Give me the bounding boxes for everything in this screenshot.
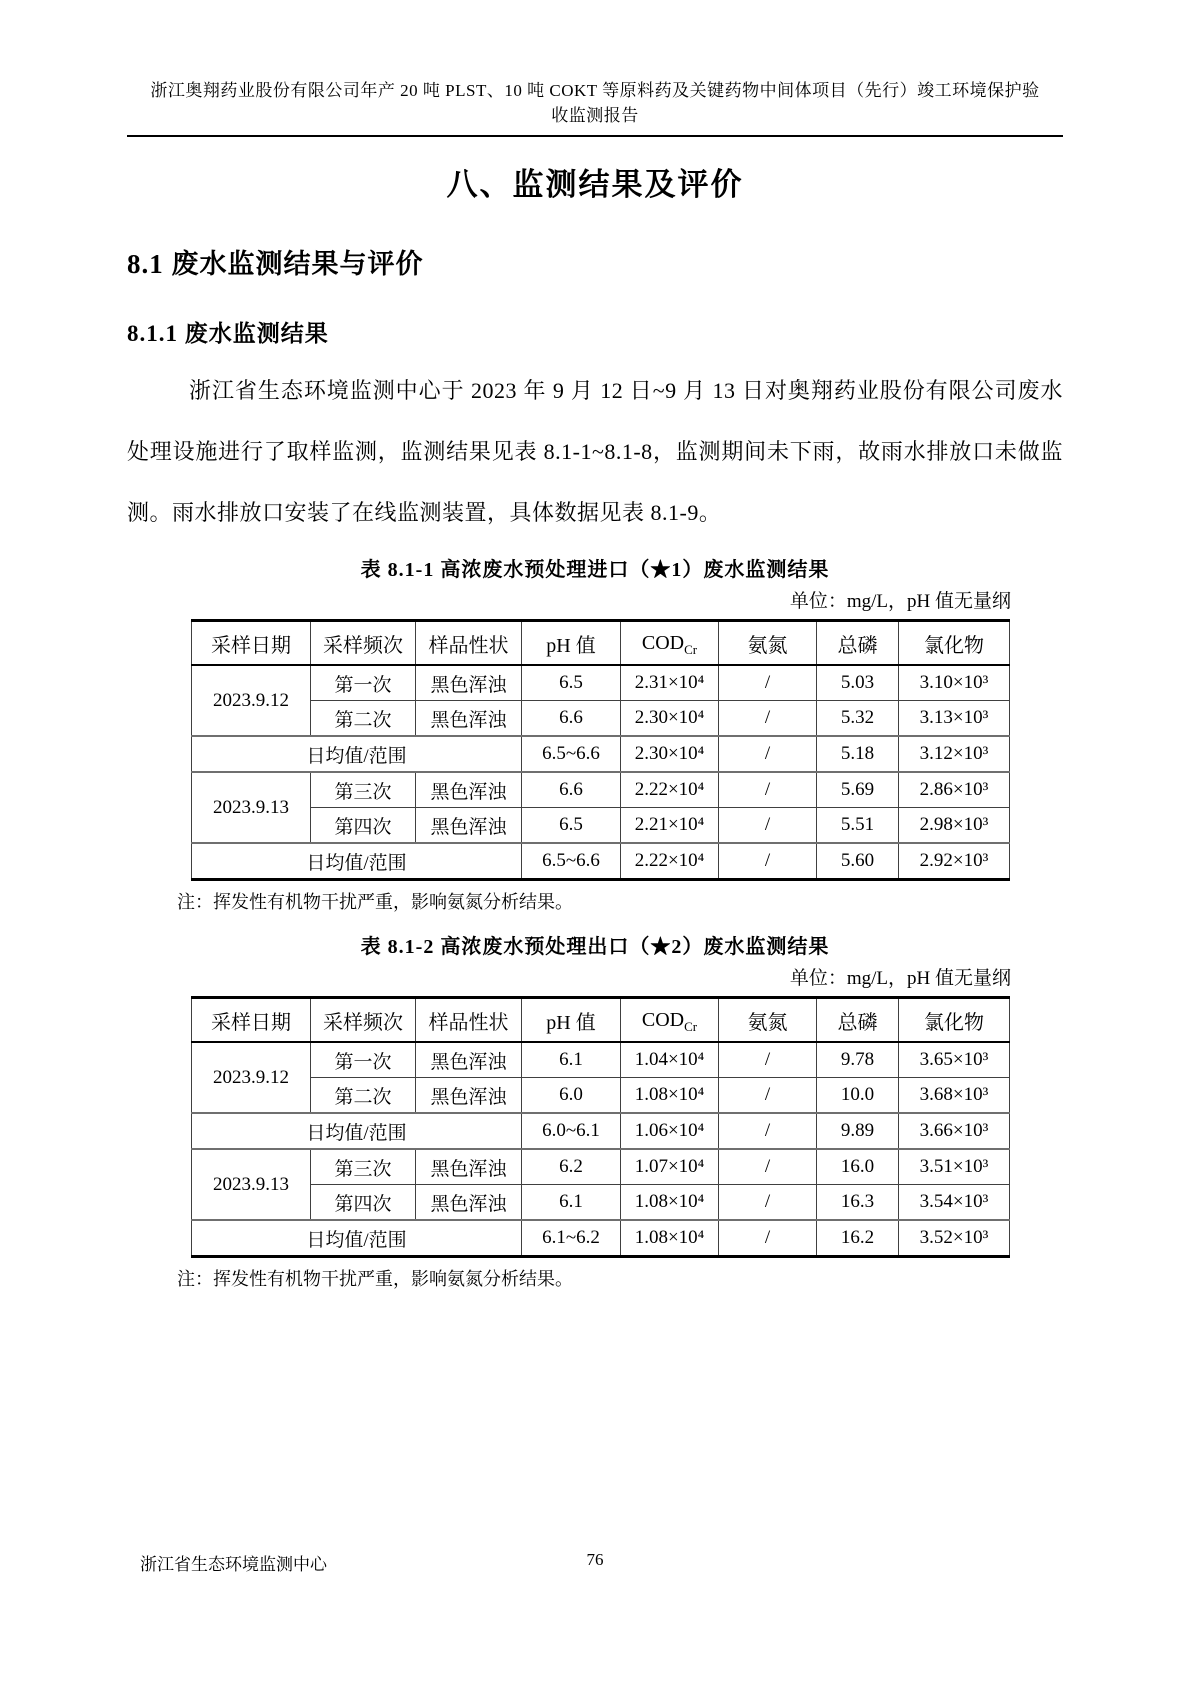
table-cell: 6.1 [522,1185,621,1221]
table-cell: 黑色浑浊 [416,701,522,737]
table-cell: / [719,1042,817,1078]
table-cell: 黑色浑浊 [416,1149,522,1185]
table-row [192,808,1010,844]
table-cell: 2.21×10⁴ [621,808,719,844]
table-cell: 6.6 [522,772,621,808]
page-number: 76 [586,1550,604,1569]
table-cell: 1.08×10⁴ [621,1185,719,1221]
table-cell: 6.2 [522,1149,621,1185]
header-rule [127,135,1063,137]
table2-note: 注：挥发性有机物干扰严重，影响氨氮分析结果。 [177,1269,573,1289]
table-cell: 6.6 [522,701,621,737]
table-cell: / [719,1220,817,1257]
table-cell: 黑色浑浊 [416,1185,522,1221]
table-cell: 5.03 [817,665,899,701]
table-cell: 1.08×10⁴ [621,1078,719,1114]
table-cell: 2.31×10⁴ [621,665,719,701]
table-cell: 第一次 [311,665,416,701]
table-cell-date: 2023.9.12 [192,665,311,736]
table-cell: 1.06×10⁴ [621,1113,719,1149]
table-cell: 6.1~6.2 [522,1220,621,1257]
table-cell: 黑色浑浊 [416,1078,522,1114]
doc-header-line2: 收监测报告 [551,106,639,125]
table-cell: / [719,1185,817,1221]
table-cell: / [719,808,817,844]
table-cell: 第一次 [311,1042,416,1078]
column-header-ammonia: 氨氮 [719,621,817,666]
table-cell: 6.5~6.6 [522,843,621,880]
table-cell-date: 2023.9.12 [192,1042,311,1113]
column-header-phosphorus: 总磷 [817,621,899,666]
table-cell: 黑色浑浊 [416,772,522,808]
table-8-1-1 [191,619,1010,881]
table-cell: 16.3 [817,1185,899,1221]
table-row [192,1042,1010,1078]
table-cell: 2.22×10⁴ [621,843,719,880]
table-cell: 9.89 [817,1113,899,1149]
table-cell: 9.78 [817,1042,899,1078]
table-cell: 3.65×10³ [899,1042,1010,1078]
table-cell: 16.0 [817,1149,899,1185]
table-cell: 3.10×10³ [899,665,1010,701]
table2-caption: 表 8.1-2 高浓废水预处理出口（★2）废水监测结果 [360,936,830,958]
table-cell: 2.98×10³ [899,808,1010,844]
table-cell: 1.04×10⁴ [621,1042,719,1078]
doc-header [127,78,1063,128]
table2-header-row [192,998,1010,1043]
cod-subscript: Cr [684,1018,698,1034]
table-row [192,1149,1010,1185]
column-header-chloride: 氯化物 [899,621,1010,666]
table-row [192,701,1010,737]
table-cell: 3.68×10³ [899,1078,1010,1114]
table-row [192,1185,1010,1221]
table-cell: 6.5 [522,808,621,844]
footer-organization: 浙江省生态环境监测中心 [140,1555,327,1574]
column-header-cod [621,998,719,1043]
daily-average-row [192,843,1010,880]
table-cell-average-label: 日均值/范围 [192,1113,522,1149]
table1-caption: 表 8.1-1 高浓废水预处理进口（★1）废水监测结果 [360,559,830,581]
table-cell: 10.0 [817,1078,899,1114]
table-cell: 第三次 [311,1149,416,1185]
table-row [192,772,1010,808]
table2-unit-note: 单位：mg/L，pH 值无量纲 [789,968,1011,989]
daily-average-row [192,736,1010,772]
table-cell: / [719,701,817,737]
chapter-title: 八、监测结果及评价 [446,167,744,202]
table-row [192,665,1010,701]
table-cell: 5.51 [817,808,899,844]
section-heading: 8.1 废水监测结果与评价 [127,249,424,279]
table-cell: 黑色浑浊 [416,808,522,844]
column-header-cod [621,621,719,666]
column-header-phosphorus: 总磷 [817,998,899,1043]
table-cell: 6.0~6.1 [522,1113,621,1149]
table-cell: 3.12×10³ [899,736,1010,772]
column-header-appearance: 样品性状 [416,998,522,1043]
table-cell: 2.30×10⁴ [621,701,719,737]
table-cell: 第二次 [311,701,416,737]
table-cell: / [719,665,817,701]
table-cell: 黑色浑浊 [416,1042,522,1078]
table-cell: 5.69 [817,772,899,808]
cod-label: COD [641,1008,685,1031]
table-cell-date: 2023.9.13 [192,1149,311,1220]
table-cell: 2.86×10³ [899,772,1010,808]
table-cell: 2.22×10⁴ [621,772,719,808]
table-cell: / [719,843,817,880]
table-cell: 3.54×10³ [899,1185,1010,1221]
table-cell: 2.92×10³ [899,843,1010,880]
cod-label: COD [641,631,685,654]
table-cell: 16.2 [817,1220,899,1257]
table-cell: / [719,1078,817,1114]
table-cell: / [719,772,817,808]
subsection-heading: 8.1.1 废水监测结果 [127,321,329,346]
table-8-1-2 [191,996,1010,1258]
table-cell: 黑色浑浊 [416,665,522,701]
table-cell-date: 2023.9.13 [192,772,311,843]
column-header-chloride: 氯化物 [899,998,1010,1043]
column-header-date: 采样日期 [192,621,311,666]
column-header-frequency: 采样频次 [311,621,416,666]
cod-subscript: Cr [684,641,698,657]
table-cell: 1.07×10⁴ [621,1149,719,1185]
table-cell: / [719,736,817,772]
daily-average-row [192,1220,1010,1257]
column-header-date: 采样日期 [192,998,311,1043]
table-cell: / [719,1113,817,1149]
table1-header-row [192,621,1010,666]
table-cell: 5.18 [817,736,899,772]
table-cell: 3.51×10³ [899,1149,1010,1185]
doc-header-line1: 浙江奥翔药业股份有限公司年产 20 吨 PLST、10 吨 COKT 等原料药及关键药物中间体项目（先行）竣工环境保护验 [150,81,1040,100]
table-cell: 6.5~6.6 [522,736,621,772]
column-header-frequency: 采样频次 [311,998,416,1043]
table-cell: 5.60 [817,843,899,880]
table-cell: 1.08×10⁴ [621,1220,719,1257]
column-header-ph: pH 值 [522,621,621,666]
daily-average-row [192,1113,1010,1149]
table-cell-average-label: 日均值/范围 [192,736,522,772]
table-cell: 3.13×10³ [899,701,1010,737]
table-cell-average-label: 日均值/范围 [192,1220,522,1257]
table-row [192,1078,1010,1114]
table-cell: 5.32 [817,701,899,737]
column-header-ph: pH 值 [522,998,621,1043]
table-cell-average-label: 日均值/范围 [192,843,522,880]
table-cell: 第三次 [311,772,416,808]
table-cell: 第四次 [311,1185,416,1221]
table-cell: 第四次 [311,808,416,844]
column-header-appearance: 样品性状 [416,621,522,666]
table-cell: 6.0 [522,1078,621,1114]
table1-unit-note: 单位：mg/L，pH 值无量纲 [789,591,1011,612]
table-cell: / [719,1149,817,1185]
table-cell: 6.1 [522,1042,621,1078]
table-cell: 3.66×10³ [899,1113,1010,1149]
column-header-ammonia: 氨氮 [719,998,817,1043]
table-cell: 6.5 [522,665,621,701]
table1-note: 注：挥发性有机物干扰严重，影响氨氮分析结果。 [177,892,573,912]
table-cell: 2.30×10⁴ [621,736,719,772]
body-paragraph: 浙江省生态环境监测中心于 2023 年 9 月 12 日~9 月 13 日对奥翔药业股份有限公司废水处理设施进行了取样监测，监测结果见表 8.1-1~8.1-8，监测期间未下雨，故雨水排放口未做监测。雨水排放口安装了在线监测装置，具体数据见表 8.1-9。 [127,378,1063,525]
table-cell: 第二次 [311,1078,416,1114]
table-cell: 3.52×10³ [899,1220,1010,1257]
